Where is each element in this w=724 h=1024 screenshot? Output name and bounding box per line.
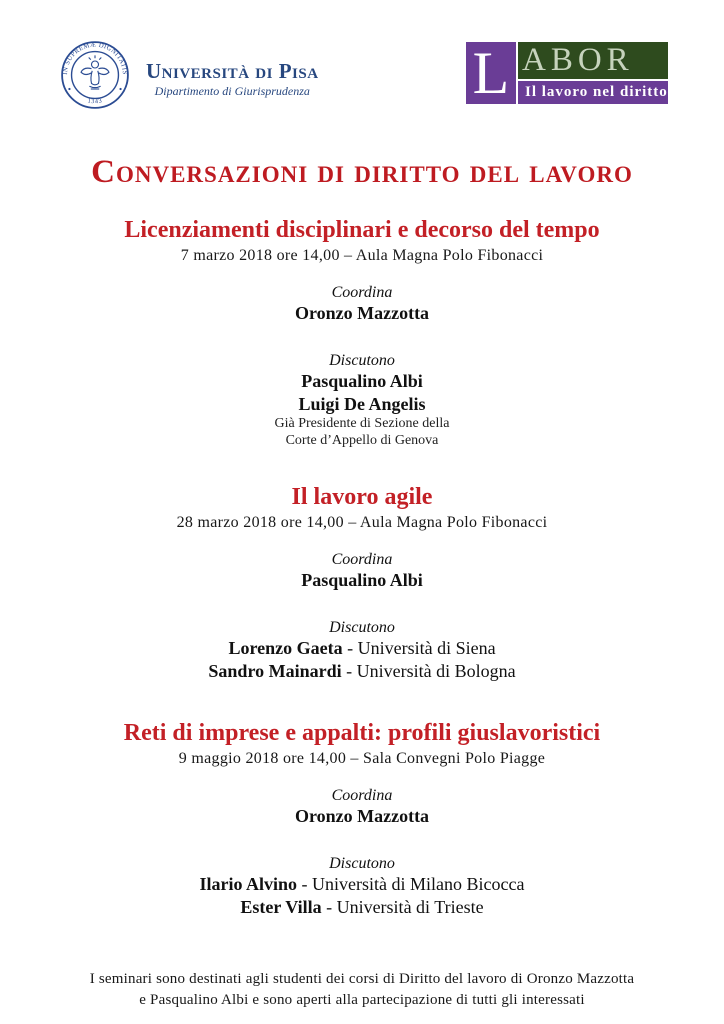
unipi-logo (60, 40, 319, 110)
seal-year: 1343 (86, 97, 104, 106)
labor-tagline: Il lavoro nel diritto (518, 81, 668, 104)
discussant-note: Corte d’Appello di Genova (285, 432, 439, 448)
discussant-note: Già Presidente di Sezione della (274, 416, 450, 431)
unipi-name: Università di Pisa (146, 58, 319, 83)
header-logos (0, 0, 724, 110)
coordinator-name: Oronzo Mazzotta (294, 303, 430, 323)
discussant-name: Ilario Alvino (199, 874, 298, 894)
footer-note (0, 969, 724, 1011)
discutono-label: Discutono (329, 352, 395, 369)
coordina-label: Coordina (331, 787, 393, 804)
discussant-line (0, 637, 724, 660)
coordina-label: Coordina (331, 284, 393, 301)
labor-right-block (518, 42, 668, 104)
discussant-name: Lorenzo Gaeta (228, 638, 343, 658)
discussant-name: Sandro Mainardi (208, 661, 342, 681)
session-title: Reti di imprese e appalti: profili giuslavoristici (123, 720, 601, 746)
discutono-label: Discutono (329, 619, 395, 636)
seal-cherub-figure (81, 55, 109, 89)
coordina-label: Coordina (331, 551, 393, 568)
footer-line: e Pasqualino Albi e sono aperti alla partecipazione di tutti gli interessati (139, 992, 585, 1008)
discussant-affiliation: - Università di Siena (347, 638, 496, 658)
unipi-department: Dipartimento di Giurisprudenza (154, 83, 310, 98)
session-datetime: 7 marzo 2018 ore 14,00 – Aula Magna Polo Fibonacci (180, 247, 544, 264)
session-title: Licenziamenti disciplinari e decorso del tempo (124, 217, 600, 243)
coordinator-name: Oronzo Mazzotta (294, 806, 430, 826)
page-title: Conversazioni di diritto del lavoro (91, 154, 633, 190)
unipi-seal-icon (60, 40, 130, 110)
discutono-label: Discutono (329, 855, 395, 872)
discussant-affiliation: - Università di Bologna (346, 661, 516, 681)
seal-motto: IN SUPREMÆ DIGNITATIS (61, 41, 129, 76)
session-title: Il lavoro agile (291, 484, 433, 510)
svg-text:1343 (87, 97, 103, 105)
labor-wordmark: ABOR (518, 42, 668, 79)
discussant-name: Luigi De Angelis (298, 394, 426, 414)
discussant-name: Pasqualino Albi (301, 371, 423, 391)
discussant-line (0, 896, 724, 919)
session-datetime: 28 marzo 2018 ore 14,00 – Aula Magna Polo Fibonacci (176, 514, 548, 531)
session-datetime: 9 maggio 2018 ore 14,00 – Sala Convegni Polo Piagge (178, 750, 546, 767)
labor-logo (466, 42, 668, 104)
coordinator-name: Pasqualino Albi (301, 570, 423, 590)
discussant-affiliation: - Università di Milano Bicocca (301, 874, 525, 894)
session-3 (0, 719, 724, 919)
session-2 (0, 483, 724, 683)
discussant-line (0, 873, 724, 896)
discussant-affiliation: - Università di Trieste (326, 897, 484, 917)
footer-line: I seminari sono destinati agli studenti dei corsi di Diritto del lavoro di Oronzo Mazzotta (89, 971, 635, 987)
labor-initial-block: L (466, 42, 516, 104)
discussant-name: Ester Villa (240, 897, 322, 917)
unipi-wordmark (146, 60, 319, 99)
session-1 (0, 216, 724, 449)
discussant-line (0, 660, 724, 683)
